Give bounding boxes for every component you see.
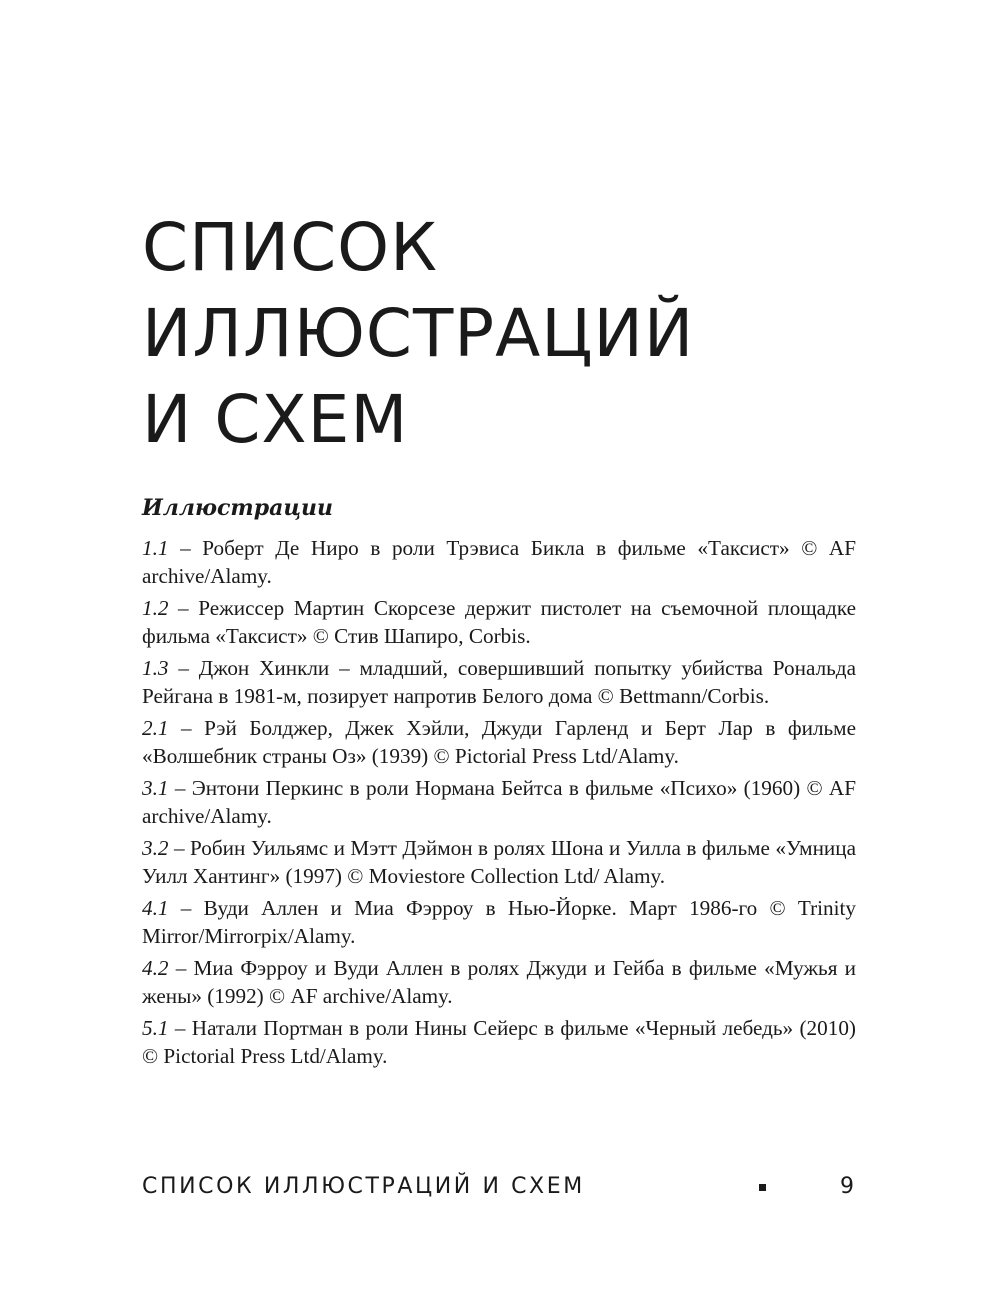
figure-number: 4.1 (142, 896, 169, 920)
page-title-line: ИЛЛЮСТРАЦИЙ (142, 295, 695, 372)
running-title: СПИСОК ИЛЛЮСТРАЦИЙ И СХЕМ (142, 1174, 585, 1199)
figure-caption: – Энтони Перкинс в роли Нормана Бейтса в фильме «Психо» (1960) © AF archive/Alamy. (142, 776, 856, 828)
figure-caption: – Натали Портман в роли Нины Сейерс в фильме «Черный лебедь» (2010) © Pictorial Press Ltd/Alamy. (142, 1016, 856, 1068)
list-item (142, 535, 856, 590)
list-item (142, 775, 856, 830)
list-item (142, 715, 856, 770)
figure-number: 5.1 (142, 1016, 169, 1040)
running-footer (142, 1171, 856, 1203)
figure-number: 1.1 (142, 536, 169, 560)
figure-caption: – Роберт Де Ниро в роли Трэвиса Бикла в фильме «Таксист» © AF archive/Alamy. (142, 536, 856, 588)
figure-caption: – Рэй Болджер, Джек Хэйли, Джуди Гарленд и Берт Лар в фильме «Волшебник страны Оз» (1939) © Pictorial Press Ltd/Alamy. (142, 716, 856, 768)
list-item (142, 655, 856, 710)
list-item (142, 595, 856, 650)
figure-caption: – Вуди Аллен и Миа Фэрроу в Нью-Йорке. Март 1986-го © Trinity Mirror/Mirrorpix/Alamy. (142, 896, 856, 948)
figure-caption: – Джон Хинкли – младший, совершивший попытку убийства Рональда Рейгана в 1981-м, позирует напротив Белого дома © Bettmann/Corbis. (142, 656, 856, 708)
figure-caption: – Миа Фэрроу и Вуди Аллен в ролях Джуди и Гейба в фильме «Мужья и жены» (1992) © AF archive/Alamy. (142, 956, 856, 1008)
figure-caption: – Робин Уильямс и Мэтт Дэймон в ролях Шона и Уилла в фильме «Умница Уилл Хантинг» (1997) © Moviestore Collection Ltd/ Alamy. (142, 836, 856, 888)
figure-number: 2.1 (142, 716, 169, 740)
list-item (142, 835, 856, 890)
illustration-list (142, 535, 856, 1075)
list-item (142, 895, 856, 950)
figure-caption: – Режиссер Мартин Скорсезе держит пистолет на съемочной площадке фильма «Таксист» © Стив Шапиро, Corbis. (142, 596, 856, 648)
list-item (142, 1015, 856, 1070)
page-title (142, 205, 862, 463)
page-title-line: СПИСОК (142, 209, 438, 286)
section-heading: Иллюстрации (142, 495, 333, 521)
figure-number: 3.1 (142, 776, 169, 800)
figure-number: 4.2 (142, 956, 169, 980)
square-bullet-icon (759, 1184, 766, 1191)
page-title-line: И СХЕМ (142, 381, 409, 458)
figure-number: 1.3 (142, 656, 169, 680)
page-number: 9 (840, 1174, 854, 1199)
list-item (142, 955, 856, 1010)
figure-number: 3.2 (142, 836, 169, 860)
figure-number: 1.2 (142, 596, 169, 620)
